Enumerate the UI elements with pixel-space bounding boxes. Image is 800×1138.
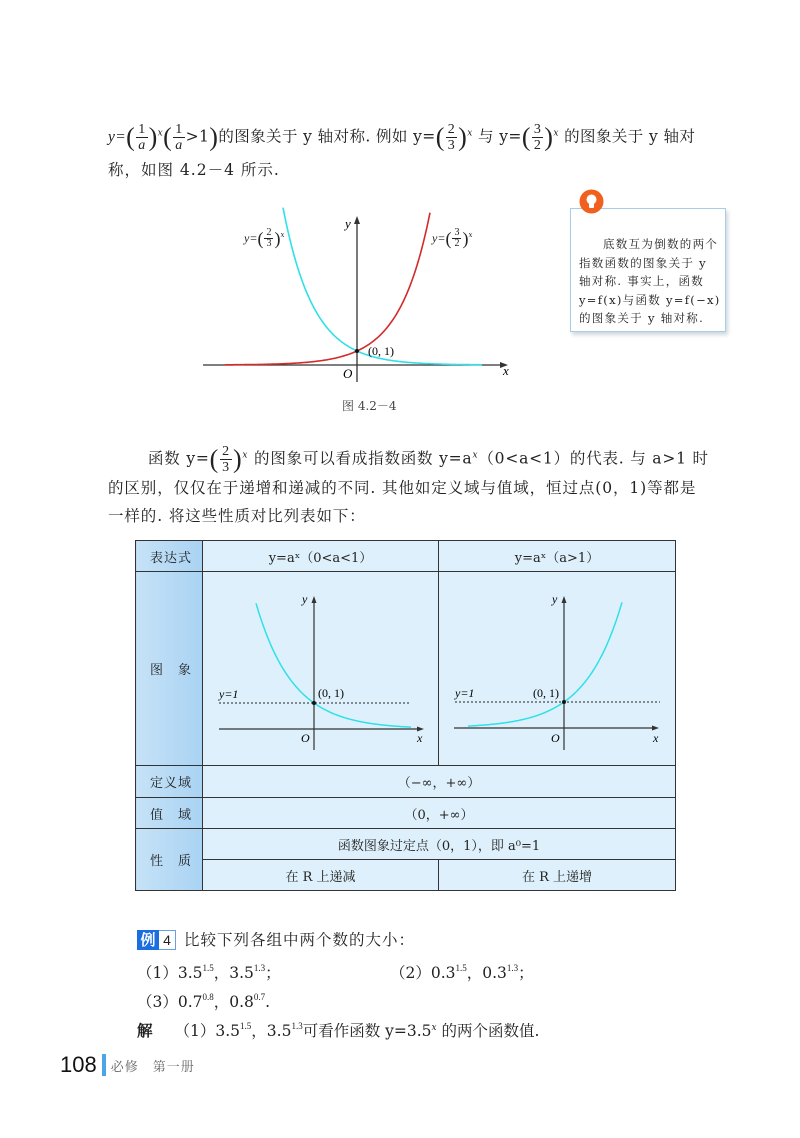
svg-text:y=1: y=1: [455, 686, 475, 700]
expr-decreasing: y=aˣ（0<a<1）: [203, 541, 439, 572]
row-header-properties: 性 质: [136, 829, 203, 891]
property-common: 函数图象过定点（0，1），即 a⁰=1: [203, 829, 676, 860]
footer-divider: [102, 1054, 106, 1076]
text: 与 y=: [478, 127, 522, 146]
left-curve-label: y=( $\frac{2}{3}$ )$^x$: [244, 227, 285, 249]
text: 的图象关于 y 轴对称. 例如 y=: [218, 127, 436, 146]
point-label: (0, 1): [368, 344, 394, 358]
y-label: y: [345, 216, 351, 231]
example-item-3: $(3)0.7^{0.8}$，$0.8^{0.7}$.: [137, 992, 271, 1011]
solution-line: 解 $(1)3.5^{1.5}$，$3.5^{1.3}$可看作函数 $y=3.5^x$ 的两个函数值.: [137, 1021, 540, 1040]
svg-text:(0, 1): (0, 1): [318, 686, 344, 700]
paragraph-line-2: 称，如图 4.2－4 所示.: [108, 161, 280, 179]
figure-caption: 图 4.2－4: [342, 399, 397, 413]
right-curve-label: y=( $\frac{3}{2}$ )$^x$: [432, 227, 473, 249]
paragraph2-line-3: 一样的. 将这些性质对比列表如下：: [108, 507, 366, 525]
text: >1: [185, 127, 210, 146]
graph-decreasing: [218, 592, 424, 750]
svg-text:y: y: [302, 592, 308, 606]
row-header-range: 值 域: [136, 798, 203, 829]
example-tag: 例: [137, 930, 159, 950]
fraction: $\frac{2}{3}$: [447, 122, 456, 153]
domain-value: （−∞，+∞）: [203, 766, 676, 798]
row-header-graph: 图 象: [136, 572, 203, 766]
origin-label: O: [343, 366, 353, 381]
note-text: 底数互为倒数的两个指数函数的图象关于 y 轴对称. 事实上，函数 y=f(x)与函数 y=f(−x)的图象关于 y 轴对称.: [579, 237, 721, 325]
fraction: $\frac{1}{a}$: [138, 122, 146, 153]
text: 的图象关于 y 轴对: [564, 127, 696, 146]
text: y=: [108, 128, 127, 146]
book-title: 必修 第一册: [110, 1059, 195, 1075]
graph-increasing: [454, 592, 660, 750]
paragraph2-line-1: 函数 y=( $\frac{2}{3}$ )$^x$ 的图象可以看成指数函数 $y=a^x(0<a<1)$的代表. 与 a>1 时: [148, 444, 709, 475]
paragraph2-line-2: 的区别，仅仅在于递增和递减的不同. 其他如定义域与值域，恒过点(0，1)等都是: [108, 479, 697, 497]
example-item-2: $(2)0.3^{1.5}$，$0.3^{1.3}$；: [390, 963, 534, 982]
example-number: 4: [159, 930, 176, 950]
example-title: 比较下列各组中两个数的大小：: [184, 931, 416, 949]
example-item-1: $(1)3.5^{1.5}$，$3.5^{1.3}$；: [137, 963, 281, 982]
svg-text:y: y: [552, 592, 558, 606]
x-label: x: [503, 363, 509, 378]
svg-text:y=1: y=1: [219, 687, 239, 701]
paragraph-line-1: y=( $\frac{1}{a}$ )$^x$( $\frac{1}{a}$ >1)的图象关于 y 轴对称. 例如 y=( $\frac{2}{3}$ )$^x$ 与 y=( $\frac{3}{2}$ )$^x$ 的图象关于 y 轴对: [108, 122, 696, 153]
row-header-domain: 定义域: [136, 766, 203, 798]
fraction: $\frac{1}{a}$: [175, 122, 183, 153]
svg-text:x: x: [653, 731, 659, 745]
svg-text:O: O: [301, 731, 310, 745]
fraction: $\frac{3}{2}$: [533, 122, 542, 153]
example-heading: [137, 930, 415, 950]
svg-text:x: x: [417, 731, 423, 745]
expr-increasing: y=aˣ（a>1）: [439, 541, 676, 572]
property-decreasing: 在 R 上递减: [203, 860, 439, 891]
page-number: 108: [60, 1052, 97, 1077]
range-value: （0，+∞）: [203, 798, 676, 829]
property-increasing: 在 R 上递增: [439, 860, 676, 891]
page-footer: [60, 1052, 195, 1078]
svg-text:(0, 1): (0, 1): [533, 686, 559, 700]
row-header-expression: 表达式: [136, 541, 203, 572]
svg-text:O: O: [551, 731, 560, 745]
